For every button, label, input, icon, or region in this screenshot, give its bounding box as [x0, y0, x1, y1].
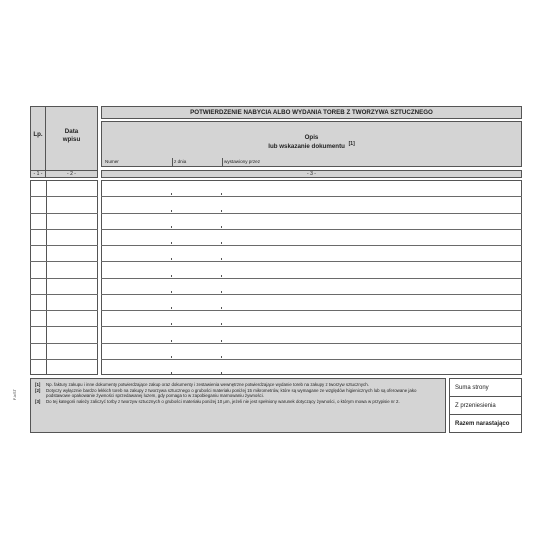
z-przeniesienia-cell[interactable]	[449, 396, 522, 415]
form-title: POTWIERDZENIE NABYCIA ALBO WYDANIA TOREB Z TWORZYWA SZTUCZNEGO	[190, 109, 433, 116]
table-row-tick	[171, 323, 172, 325]
table-row-line-left	[30, 310, 98, 311]
table-row-tick	[221, 372, 222, 374]
table-row-line-left	[30, 196, 98, 197]
col-number-3: - 3 -	[101, 170, 522, 178]
footnote-1-text: Np. faktury zakupu i inne dokumenty potwierdzające zakup oraz dokumenty i zestawienia wewnętrzne potwierdzające wydanie toreb na zakupy z tworzyw sztucznych.	[46, 382, 369, 387]
sub-divider-2	[222, 158, 223, 166]
footnote-3	[35, 399, 441, 405]
table-row-tick	[221, 210, 222, 212]
table-row-line-left	[30, 294, 98, 295]
table-row-tick	[221, 226, 222, 228]
table-row-tick	[221, 356, 222, 358]
table-row-line-right	[101, 213, 522, 214]
table-row-line-right	[101, 359, 522, 360]
table-row-tick	[221, 258, 222, 260]
table-row-line-left	[30, 229, 98, 230]
table-row-tick	[171, 226, 172, 228]
sub-header-wystawiony: wystawiony przez	[224, 159, 260, 164]
col-number-2: - 2 -	[45, 170, 98, 178]
table-row-line-left	[30, 245, 98, 246]
table-row-tick	[171, 242, 172, 244]
table-row-tick	[171, 356, 172, 358]
table-row-line-right	[101, 278, 522, 279]
footnote-3-mark: [3]	[35, 398, 41, 404]
table-row-tick	[171, 193, 172, 195]
razem-narastajaco-cell[interactable]	[449, 414, 522, 433]
table-row-line-left	[30, 343, 98, 344]
table-row-tick	[171, 372, 172, 374]
table-row-tick	[221, 323, 222, 325]
table-row-line-left	[30, 278, 98, 279]
lp-header	[30, 106, 46, 172]
footnote-3-text: Do tej kategorii należy zaliczyć torby z tworzyw sztucznych o grubości materiału poniżej 10 μm, jeżeli nie jest spełniony warunek dotyczący żywności, o którym mowa w przypisie nr 2.	[46, 398, 400, 404]
table-row-tick	[171, 307, 172, 309]
data-wpisu-label-2: wpisu	[62, 136, 81, 143]
opis-label-1: Opis	[304, 134, 319, 141]
table-row-line-right	[101, 294, 522, 295]
form-side-code: F-k/ST	[13, 389, 17, 400]
opis-footnote-ref: [1]	[348, 141, 355, 147]
sub-header-z-dnia: z dnia	[174, 159, 187, 164]
footnote-1-mark: [1]	[35, 382, 41, 387]
table-row-tick	[221, 340, 222, 342]
razem-narastajaco-label: Razem narastająco	[455, 420, 510, 427]
table-row-tick	[221, 242, 222, 244]
table-row-tick	[221, 291, 222, 293]
suma-strony-cell[interactable]	[449, 378, 522, 397]
form-title-bar	[101, 106, 522, 119]
table-row-tick	[171, 210, 172, 212]
table-row-line-left	[30, 326, 98, 327]
data-wpisu-label-1: Data	[64, 128, 79, 135]
table-row-line-left	[30, 359, 98, 360]
footnote-2	[35, 388, 441, 399]
suma-strony-label: Suma strony	[455, 384, 489, 391]
table-row-line-right	[101, 343, 522, 344]
footnotes-box	[30, 378, 446, 433]
opis-header	[101, 121, 522, 167]
table-row-line-right	[101, 326, 522, 327]
table-row-line-left	[30, 261, 98, 262]
footnote-2-text: Dotyczy wyłącznie bardzo lekkich toreb na zakupy z tworzywa sztucznego o grubości materiału poniżej 15 mikrometrów, które są wymagane ze względów higienicznych lub są oferowane jako podstawowe opakowanie żywności sprzedawanej luzem, gdy pomaga to w zapobieganiu marnowaniu żywności.	[46, 387, 417, 399]
table-row-tick	[171, 340, 172, 342]
opis-label-2	[102, 141, 521, 150]
table-row-tick	[221, 307, 222, 309]
table-row-line-left	[30, 213, 98, 214]
col-number-1: - 1 -	[30, 170, 46, 178]
data-wpisu-header	[45, 106, 98, 172]
table-row-tick	[171, 291, 172, 293]
table-row-line-right	[101, 229, 522, 230]
table-row-line-right	[101, 245, 522, 246]
table-row-line-right	[101, 310, 522, 311]
z-przeniesienia-label: Z przeniesienia	[455, 402, 496, 409]
footnote-2-mark: [2]	[35, 387, 41, 393]
table-row-tick	[171, 275, 172, 277]
table-row-line-right	[101, 261, 522, 262]
table-row-tick	[221, 275, 222, 277]
sub-header-numer: Numer	[105, 159, 119, 164]
table-row-tick	[221, 193, 222, 195]
lp-label: Lp.	[33, 131, 43, 138]
table-row-tick	[171, 258, 172, 260]
table-row-line-right	[101, 196, 522, 197]
opis-label-text: lub wskazanie dokumentu	[268, 143, 345, 151]
sub-divider-1	[172, 158, 173, 166]
